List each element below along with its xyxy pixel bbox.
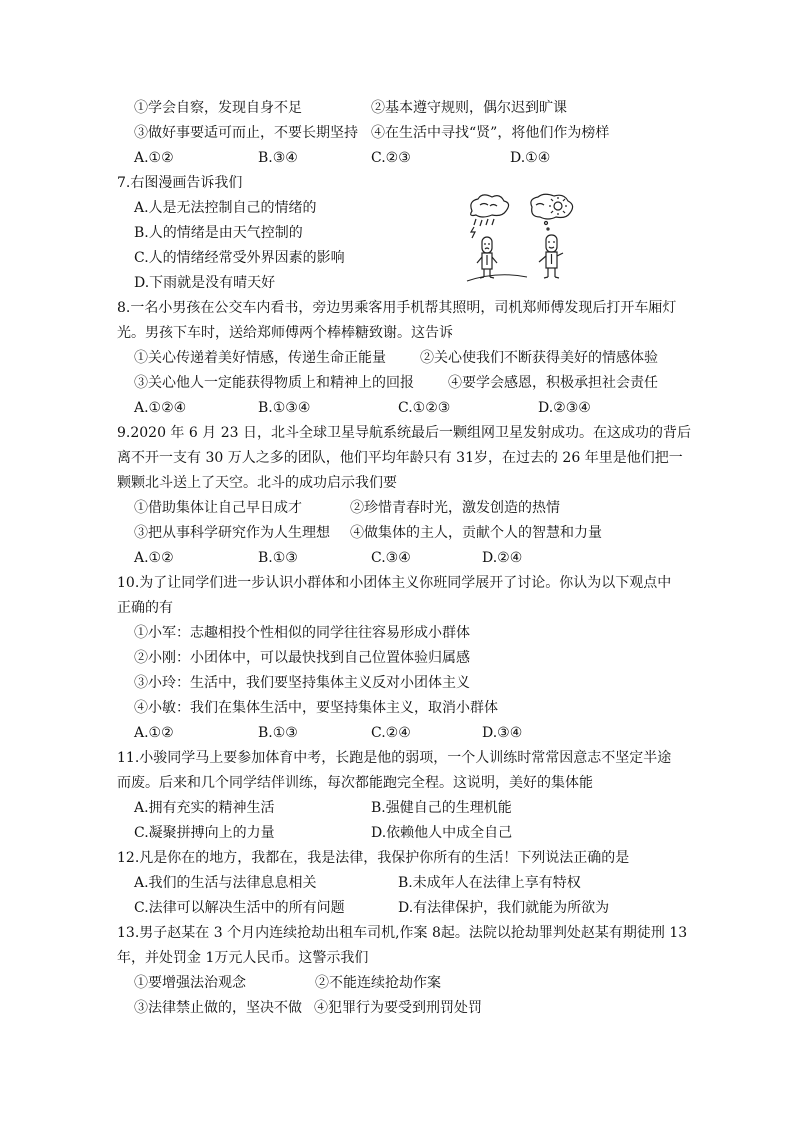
q8-item-2: ②关心使我们不断获得美好的情感体验 bbox=[420, 350, 658, 366]
q13-item-2: ②不能连续抢劫作案 bbox=[315, 975, 441, 991]
q6-option-c: C.②③ bbox=[371, 150, 411, 166]
q8-stem-line-1: 8.一名小男孩在公交车内看书，旁边男乘客用手机帮其照明，司机郑师傅发现后打开车厢灯 bbox=[117, 300, 677, 316]
q6-item-2: ②基本遵守规则，偶尔迟到旷课 bbox=[371, 100, 567, 116]
q11-stem-line-1: 11.小骏同学马上要参加体育中考，长跑是他的弱项，一个人训练时常常因意志不坚定半途 bbox=[117, 750, 672, 766]
sad-rain-cloud-figure bbox=[471, 195, 509, 278]
q11-option-a: A.拥有充实的精神生活 bbox=[134, 800, 275, 816]
q9-option-a: A.①② bbox=[134, 550, 174, 566]
q10-stem-line-2: 正确的有 bbox=[117, 600, 173, 616]
q7-option-a: A.人是无法控制自己的情绪的 bbox=[134, 200, 317, 216]
q8-stem-line-2: 光。男孩下车时，送给郑师傅两个棒棒糖致谢。这告诉 bbox=[117, 325, 453, 341]
happy-sunny-figure bbox=[531, 194, 573, 278]
q10-item-1: ①小军：志趣相投个性相似的同学往往容易形成小群体 bbox=[134, 625, 470, 641]
emotion-comic-illustration bbox=[462, 193, 580, 285]
q10-stem-line-1: 10.为了让同学们进一步认识小群体和小团体主义你班同学展开了讨论。你认为以下观点中 bbox=[117, 575, 672, 591]
q12-option-c: C.法律可以解决生活中的所有问题 bbox=[134, 900, 345, 916]
q6-item-4: ④在生活中寻找“贤”，将他们作为榜样 bbox=[371, 125, 610, 141]
q9-item-2: ②珍惜青春时光，激发创造的热情 bbox=[350, 500, 560, 516]
q6-item-3: ③做好事要适可而止，不要长期坚持 bbox=[134, 125, 358, 141]
q11-option-d: D.依赖他人中成全自己 bbox=[371, 825, 513, 841]
q10-option-a: A.①② bbox=[134, 725, 174, 741]
q8-option-b: B.①③④ bbox=[258, 400, 311, 416]
q9-option-c: C.③④ bbox=[371, 550, 411, 566]
q6-option-b: B.③④ bbox=[258, 150, 298, 166]
q10-option-d: D.③④ bbox=[482, 725, 523, 741]
q6-item-1: ①学会自察，发现自身不足 bbox=[134, 100, 302, 116]
q12-stem: 12.凡是你在的地方，我都在，我是法律，我保护你所有的生活！下列说法正确的是 bbox=[117, 850, 630, 866]
q6-option-a: A.①② bbox=[134, 150, 174, 166]
q9-option-b: B.①③ bbox=[258, 550, 298, 566]
q10-item-4: ④小敏：我们在集体生活中，要坚持集体主义，取消小群体 bbox=[134, 700, 498, 716]
q13-stem-line-1: 13.男子赵某在 3 个月内连续抢劫出租车司机,作案 8起。法院以抢劫罪判处赵某有期徒刑 13 bbox=[117, 925, 688, 941]
q11-option-c: C.凝聚拼搏向上的力量 bbox=[134, 825, 275, 841]
q13-item-4: ④犯罪行为要受到刑罚处罚 bbox=[314, 1000, 482, 1016]
q9-item-3: ③把从事科学研究作为人生理想 bbox=[134, 525, 330, 541]
q8-item-3: ③关心他人一定能获得物质上和精神上的回报 bbox=[134, 375, 414, 391]
q8-item-1: ①关心传递着美好情感，传递生命正能量 bbox=[134, 350, 386, 366]
q10-option-b: B.①③ bbox=[258, 725, 298, 741]
q7-option-d: D.下雨就是没有晴天好 bbox=[134, 275, 276, 291]
q9-option-d: D.②④ bbox=[482, 550, 523, 566]
q9-stem-line-1: 9.2020 年 6 月 23 日，北斗全球卫星导航系统最后一颗组网卫星发射成功。在这成功的背后 bbox=[117, 425, 691, 441]
q9-item-1: ①借助集体让自己早日成才 bbox=[134, 500, 302, 516]
q9-item-4: ④做集体的主人，贡献个人的智慧和力量 bbox=[350, 525, 602, 541]
q13-stem-line-2: 年，并处罚金 1万元人民币。这警示我们 bbox=[117, 950, 369, 966]
q10-item-3: ③小玲：生活中，我们要坚持集体主义反对小团体主义 bbox=[134, 675, 470, 691]
q9-stem-line-3: 颗颗北斗送上了天空。北斗的成功启示我们要 bbox=[117, 475, 397, 491]
q12-option-d: D.有法律保护，我们就能为所欲为 bbox=[398, 900, 610, 916]
q8-option-a: A.①②④ bbox=[134, 400, 187, 416]
q7-option-b: B.人的情绪是由天气控制的 bbox=[134, 225, 303, 241]
q12-option-b: B.未成年人在法律上享有特权 bbox=[398, 875, 581, 891]
q12-option-a: A.我们的生活与法律息息相关 bbox=[134, 875, 317, 891]
q6-option-d: D.①④ bbox=[510, 150, 551, 166]
q7-stem: 7.右图漫画告诉我们 bbox=[117, 175, 243, 191]
q9-stem-line-2: 离不开一支有 30 万人之多的团队，他们平均年龄只有 31岁，在过去的 26 年里是他们把一 bbox=[117, 450, 683, 466]
q8-option-d: D.②③④ bbox=[538, 400, 591, 416]
q13-item-1: ①要增强法治观念 bbox=[134, 975, 246, 991]
q10-option-c: C.②④ bbox=[371, 725, 411, 741]
q8-option-c: C.①②③ bbox=[398, 400, 451, 416]
q11-option-b: B.强健自己的生理机能 bbox=[371, 800, 512, 816]
q7-option-c: C.人的情绪经常受外界因素的影响 bbox=[134, 250, 345, 266]
q10-item-2: ②小刚：小团体中，可以最快找到自己位置体验归属感 bbox=[134, 650, 470, 666]
q11-stem-line-2: 而废。后来和几个同学结伴训练，每次都能跑完全程。这说明，美好的集体能 bbox=[117, 775, 593, 791]
q13-item-3: ③法律禁止做的，坚决不做 bbox=[134, 1000, 302, 1016]
q8-item-4: ④要学会感恩，积极承担社会责任 bbox=[448, 375, 658, 391]
